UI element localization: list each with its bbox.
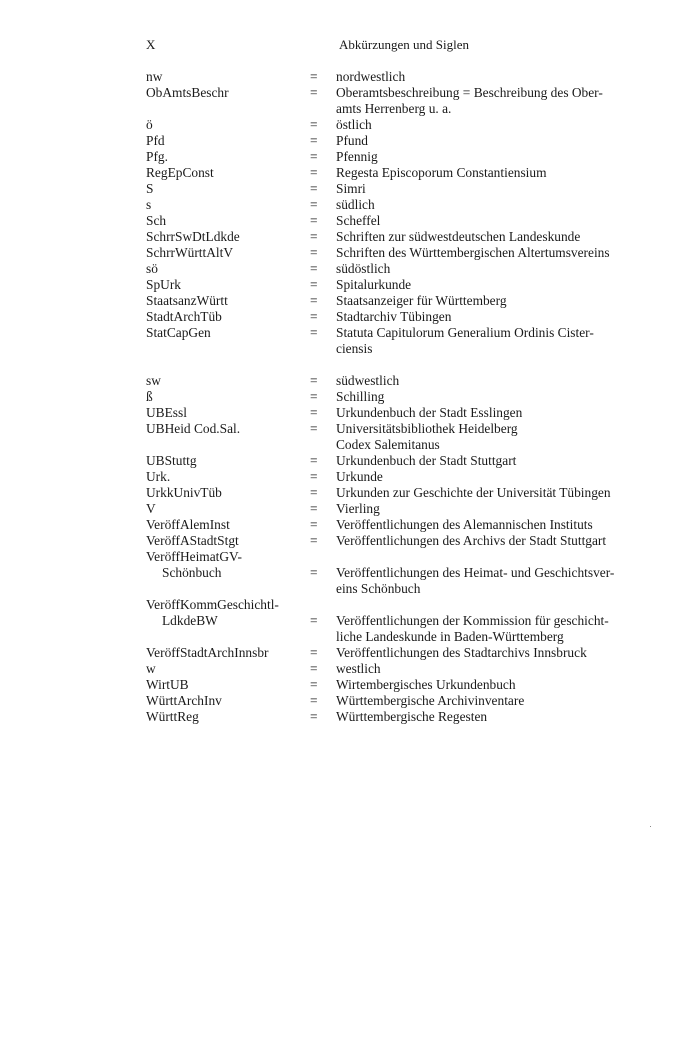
abbreviation-term-line: S <box>146 181 154 196</box>
abbreviation-term-line: UBHeid Cod.Sal. <box>146 421 241 436</box>
abbreviation-entry <box>146 309 668 325</box>
abbreviation-entry <box>146 373 668 389</box>
definition-line: nordwestlich <box>336 69 406 84</box>
abbreviation-term-line: UrkkUnivTüb <box>146 485 222 500</box>
abbreviation-definition <box>336 389 668 405</box>
abbreviation-entry <box>146 197 668 213</box>
abbreviation-term <box>146 293 310 309</box>
abbreviation-term-line: UBStuttg <box>146 453 197 468</box>
abbreviation-term <box>146 309 310 325</box>
abbreviation-entry <box>146 165 668 181</box>
abbreviation-definition <box>336 197 668 213</box>
abbreviation-definition <box>336 693 668 709</box>
definition-line: Stadtarchiv Tübingen <box>336 309 452 324</box>
definition-line: Statuta Capitulorum Generalium Ordinis Cister- <box>336 325 594 340</box>
equals-sign: = <box>310 373 318 388</box>
abbreviation-definition <box>336 293 668 309</box>
abbreviation-term-line: Urk. <box>146 469 171 484</box>
abbreviation-term <box>146 117 310 133</box>
abbreviation-definition <box>336 245 668 261</box>
definition-line: Simri <box>336 181 366 196</box>
equals-sign: = <box>310 261 318 276</box>
abbreviation-term-line: Schönbuch <box>162 565 222 580</box>
equals-sign: = <box>310 245 318 260</box>
equals-sign: = <box>310 645 318 660</box>
abbreviation-definition <box>336 453 668 469</box>
equals-sign: = <box>310 453 318 468</box>
equals-sign: = <box>310 709 318 724</box>
abbreviation-term-line: nw <box>146 69 163 84</box>
abbreviation-definition <box>336 549 668 597</box>
abbreviation-term-line: VeröffHeimatGV- <box>146 549 242 564</box>
abbreviation-term-line: Sch <box>146 213 167 228</box>
abbreviation-entry <box>146 549 668 597</box>
equals-sign: = <box>310 325 318 340</box>
abbreviation-term <box>146 197 310 213</box>
equals-sign: = <box>310 197 318 212</box>
abbreviation-term <box>146 485 310 501</box>
abbreviation-term <box>146 597 310 629</box>
abbreviation-term <box>146 645 310 661</box>
definition-line: westlich <box>336 661 381 676</box>
abbreviation-entry <box>146 69 668 85</box>
abbreviation-term-line: StatCapGen <box>146 325 211 340</box>
abbreviation-entry <box>146 229 668 245</box>
equals-sign: = <box>310 117 318 132</box>
definition-line: amts Herrenberg u. a. <box>336 101 452 116</box>
definition-line: Regesta Episcoporum Constantiensium <box>336 165 547 180</box>
abbreviation-term <box>146 533 310 549</box>
definition-line: Oberamtsbeschreibung = Beschreibung des Ober- <box>336 85 603 100</box>
abbreviation-term-line: VeröffKommGeschichtl- <box>146 597 279 612</box>
abbreviation-term-line: ObAmtsBeschr <box>146 85 229 100</box>
abbreviation-term-line: SpUrk <box>146 277 181 292</box>
definition-line: Veröffentlichungen der Kommission für geschicht- <box>336 613 609 628</box>
equals-sign: = <box>310 661 318 676</box>
equals-sign: = <box>310 229 318 244</box>
abbreviation-definition <box>336 85 668 117</box>
abbreviation-term-line: WürttReg <box>146 709 199 724</box>
abbreviation-term <box>146 325 310 341</box>
abbreviation-entry <box>146 501 668 517</box>
equals-sign: = <box>310 501 318 516</box>
definition-line: südlich <box>336 197 375 212</box>
definition-line: Pfennig <box>336 149 378 164</box>
definition-line: eins Schönbuch <box>336 581 421 596</box>
abbreviation-entry <box>146 261 668 277</box>
equals-sign: = <box>310 85 318 100</box>
abbreviation-term-line: s <box>146 197 152 212</box>
abbreviation-definition <box>336 261 668 277</box>
abbreviation-definition <box>336 405 668 421</box>
equals-sign: = <box>310 213 318 228</box>
definition-line: Spitalurkunde <box>336 277 412 292</box>
definition-line: Pfund <box>336 133 368 148</box>
abbreviation-entry <box>146 277 668 293</box>
abbreviation-entry <box>146 149 668 165</box>
abbreviation-definition <box>336 677 668 693</box>
abbreviation-definition <box>336 597 668 645</box>
abbreviation-term <box>146 85 310 101</box>
abbreviation-entry <box>146 293 668 309</box>
abbreviation-term-line: WürttArchInv <box>146 693 222 708</box>
definition-line: südöstlich <box>336 261 391 276</box>
equals-sign: = <box>310 677 318 692</box>
equals-sign: = <box>310 181 318 196</box>
definition-line: liche Landeskunde in Baden-Württemberg <box>336 629 564 644</box>
page-number: X <box>146 37 156 52</box>
definition-line: Schriften zur südwestdeutschen Landeskunde <box>336 229 581 244</box>
abbreviation-term-line: StaatsanzWürtt <box>146 293 228 308</box>
abbreviation-entry <box>146 133 668 149</box>
running-head-title: Abkürzungen und Siglen <box>339 37 469 52</box>
abbreviation-entry <box>146 517 668 533</box>
abbreviation-definition <box>336 485 668 501</box>
definition-line: Schilling <box>336 389 385 404</box>
abbreviation-entry <box>146 405 668 421</box>
abbreviation-term-line: UBEssl <box>146 405 187 420</box>
abbreviation-term <box>146 261 310 277</box>
abbreviation-definition <box>336 133 668 149</box>
abbreviation-term-line: ß <box>146 389 153 404</box>
abbreviation-term <box>146 469 310 485</box>
definition-line: Urkunden zur Geschichte der Universität Tübingen <box>336 485 611 500</box>
abbreviation-definition <box>336 181 668 197</box>
abbreviation-term <box>146 133 310 149</box>
definition-line: Codex Salemitanus <box>336 437 440 452</box>
definition-line: Württembergische Regesten <box>336 709 488 724</box>
abbreviation-entry <box>146 245 668 261</box>
abbreviation-term <box>146 709 310 725</box>
definition-line: Urkunde <box>336 469 383 484</box>
abbreviation-term <box>146 677 310 693</box>
equals-sign: = <box>310 277 318 292</box>
abbreviation-term-line: sö <box>146 261 158 276</box>
abbreviation-definition <box>336 277 668 293</box>
abbreviation-definition <box>336 469 668 485</box>
abbreviation-entry <box>146 693 668 709</box>
definition-line: Vierling <box>336 501 380 516</box>
equals-sign: = <box>310 293 318 308</box>
abbreviation-term <box>146 453 310 469</box>
abbreviation-term-line: Pfg. <box>146 149 168 164</box>
abbreviation-term <box>146 373 310 389</box>
abbreviation-definition <box>336 117 668 133</box>
abbreviation-term <box>146 149 310 165</box>
definition-line: Urkundenbuch der Stadt Esslingen <box>336 405 523 420</box>
abbreviation-entry <box>146 661 668 677</box>
abbreviation-term <box>146 693 310 709</box>
abbreviation-entry <box>146 645 668 661</box>
abbreviation-definition <box>336 213 668 229</box>
abbreviation-term-line: w <box>146 661 156 676</box>
abbreviation-term <box>146 405 310 421</box>
abbreviation-term <box>146 421 310 437</box>
abbreviation-entry <box>146 485 668 501</box>
abbreviation-term-line: StadtArchTüb <box>146 309 222 324</box>
abbreviation-entry <box>146 389 668 405</box>
abbreviation-term-line: LdkdeBW <box>162 613 218 628</box>
abbreviation-entry <box>146 709 668 725</box>
equals-sign: = <box>310 133 318 148</box>
abbreviation-term <box>146 181 310 197</box>
definition-line: Universitätsbibliothek Heidelberg <box>336 421 518 436</box>
abbreviation-term <box>146 389 310 405</box>
abbreviation-entry <box>146 181 668 197</box>
abbreviation-term-line: V <box>146 501 156 516</box>
abbreviation-term-line: RegEpConst <box>146 165 214 180</box>
abbreviation-term-line: ö <box>146 117 153 132</box>
abbreviation-term-line: Pfd <box>146 133 165 148</box>
abbreviation-term-line: SchrrSwDtLdkde <box>146 229 240 244</box>
definition-line: Schriften des Württembergischen Altertumsvereins <box>336 245 610 260</box>
definition-line: südwestlich <box>336 373 400 388</box>
abbreviation-term-line: VeröffStadtArchInnsbr <box>146 645 269 660</box>
abbreviation-definition <box>336 309 668 325</box>
abbreviation-entry <box>146 117 668 133</box>
abbreviation-definition <box>336 373 668 389</box>
equals-sign: = <box>310 517 318 532</box>
abbreviation-term <box>146 69 310 85</box>
abbreviation-entry <box>146 677 668 693</box>
abbreviation-entry <box>146 469 668 485</box>
abbreviation-term <box>146 501 310 517</box>
abbreviation-term <box>146 549 310 581</box>
abbreviation-entry <box>146 213 668 229</box>
abbreviation-definition <box>336 165 668 181</box>
equals-sign: = <box>310 149 318 164</box>
abbreviation-term-line: sw <box>146 373 161 388</box>
definition-line: Württembergische Archivinventare <box>336 693 525 708</box>
abbreviation-term-line: VeröffAlemInst <box>146 517 230 532</box>
equals-sign: = <box>310 389 318 404</box>
equals-sign: = <box>310 165 318 180</box>
abbreviation-definition <box>336 517 668 533</box>
abbreviation-term <box>146 245 310 261</box>
abbreviation-definition <box>336 149 668 165</box>
abbreviation-list <box>146 69 668 725</box>
definition-line: Veröffentlichungen des Stadtarchivs Innsbruck <box>336 645 587 660</box>
equals-sign: = <box>310 613 318 628</box>
definition-line: Wirtembergisches Urkundenbuch <box>336 677 516 692</box>
abbreviation-term <box>146 165 310 181</box>
definition-line: Veröffentlichungen des Heimat- und Geschichtsver- <box>336 565 615 580</box>
abbreviation-term <box>146 229 310 245</box>
abbreviation-term <box>146 661 310 677</box>
equals-sign: = <box>310 405 318 420</box>
definition-line: Staatsanzeiger für Württemberg <box>336 293 507 308</box>
equals-sign: = <box>310 69 318 84</box>
definition-line: Veröffentlichungen des Archivs der Stadt Stuttgart <box>336 533 607 548</box>
equals-sign: = <box>310 693 318 708</box>
abbreviation-definition <box>336 325 668 357</box>
abbreviation-entry <box>146 453 668 469</box>
abbreviation-entry <box>146 533 668 549</box>
abbreviation-entry <box>146 325 668 357</box>
equals-sign: = <box>310 421 318 436</box>
abbreviation-term <box>146 213 310 229</box>
abbreviation-definition <box>336 421 668 453</box>
definition-line: ciensis <box>336 341 373 356</box>
definition-line: Veröffentlichungen des Alemannischen Instituts <box>336 517 593 532</box>
abbreviation-definition <box>336 501 668 517</box>
definition-line: Urkundenbuch der Stadt Stuttgart <box>336 453 517 468</box>
abbreviation-definition <box>336 69 668 85</box>
abbreviation-entry <box>146 421 668 453</box>
abbreviation-entry <box>146 85 668 117</box>
abbreviation-definition <box>336 229 668 245</box>
equals-sign: = <box>310 469 318 484</box>
abbreviation-definition <box>336 645 668 661</box>
equals-sign: = <box>310 485 318 500</box>
abbreviation-term <box>146 277 310 293</box>
abbreviation-definition <box>336 709 668 725</box>
abbreviation-term-line: WirtUB <box>146 677 189 692</box>
equals-sign: = <box>310 533 318 548</box>
abbreviation-entry <box>146 597 668 645</box>
definition-line: östlich <box>336 117 372 132</box>
equals-sign: = <box>310 309 318 324</box>
abbreviation-term-line: VeröffAStadtStgt <box>146 533 239 548</box>
abbreviation-definition <box>336 661 668 677</box>
definition-line: Scheffel <box>336 213 381 228</box>
abbreviation-definition <box>336 533 668 549</box>
equals-sign: = <box>310 565 318 580</box>
scan-speck <box>650 826 651 827</box>
abbreviation-term-line: SchrrWürttAltV <box>146 245 234 260</box>
abbreviation-term <box>146 517 310 533</box>
